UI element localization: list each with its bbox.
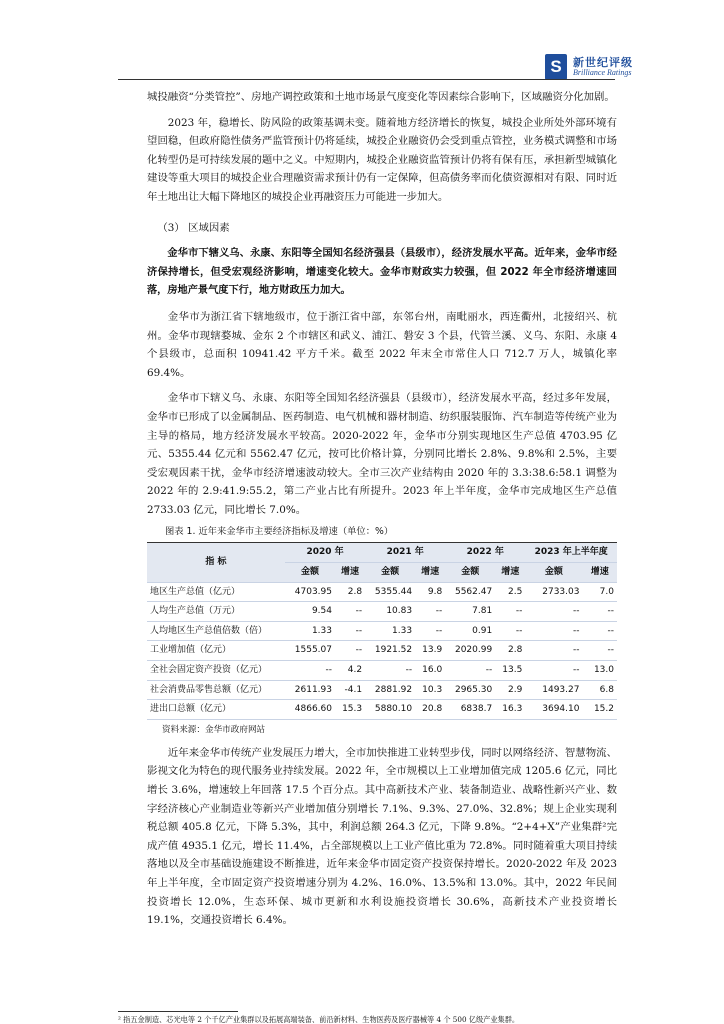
- logo-mark: S: [545, 54, 567, 80]
- table-cell: --: [582, 621, 617, 641]
- table-cell: --: [415, 602, 445, 622]
- table-cell: 15.3: [335, 700, 365, 720]
- table-cell: 15.2: [582, 700, 617, 720]
- table-cell: 1555.07: [285, 641, 335, 661]
- table-cell: --: [582, 602, 617, 622]
- table-cell: 10.83: [365, 602, 415, 622]
- economic-indicators-table: [147, 542, 617, 719]
- table-cell: 0.91: [445, 621, 495, 641]
- row-label: 地区生产总值（亿元）: [147, 582, 285, 602]
- table-cell: 6838.7: [445, 700, 495, 720]
- table-cell: 9.54: [285, 602, 335, 622]
- table-row: [147, 582, 617, 602]
- table-cell: 3694.10: [525, 700, 582, 720]
- table-cell: 1921.52: [365, 641, 415, 661]
- section-heading: （3） 区域因素: [157, 221, 230, 234]
- header-rule: [118, 79, 615, 80]
- table-cell: 4.2: [335, 661, 365, 681]
- page-body: [147, 88, 617, 930]
- table-cell: --: [525, 621, 582, 641]
- growth-header: 增速: [335, 563, 365, 583]
- amount-header: 金额: [445, 563, 495, 583]
- paragraph: 城投融资“分类管控”、房地产调控政策和土地市场景气度变化等因素综合影响下，区域融资分化加剧。: [147, 91, 615, 103]
- table-cell: --: [335, 621, 365, 641]
- amount-header: 金额: [285, 563, 335, 583]
- table-cell: 5880.10: [365, 700, 415, 720]
- table-row: [147, 621, 617, 641]
- table-source: 资料来源：金华市政府网站: [162, 724, 266, 735]
- table-cell: 16.3: [495, 700, 525, 720]
- table-cell: --: [335, 641, 365, 661]
- table-cell: 16.0: [415, 661, 445, 681]
- table-cell: --: [525, 641, 582, 661]
- row-label: 进出口总额（亿元）: [147, 700, 285, 720]
- paragraph: 近年来金华市传统产业发展压力增大，全市加快推进工业转型步伐，同时以网络经济、智慧物流、影视文化为特色的现代服务业持续发展。2022 年，全市规模以上工业增加值完成 1205.6 亿元，同比增长 3.6%，增速较上年回落 17.5 个百分点。其中高新技术产业、装备制造业、战略性新兴产业、数字经济核心产业制造业等新兴产业增加值分别增长 7.1%、9.3%、27.0%、32.8%；规上企业实现利税总额 405.8 亿元，下降 5.3%，其中，利润总额 264.3 亿元，下降 9.8%。“2+4+X”产业集群²完成产值 4935.1 亿元，增长 11.4%，占全部规模以上工业产值比重为 72.8%。同时随着重大项目持续落地以及全市基础设施建设不断推进，近年来金华市固定资产投资保持增长。2020-2022 年及 2023 年上半年度，全市固定资产投资增速分别为 4.2%、16.0%、13.5%和 13.0%。其中，2022 年民间投资增长 12.0%，生态环保、城市更新和水利设施投资增长 30.6%，高新技术产业投资增长 19.1%，交通投资增长 6.4%。: [147, 746, 617, 927]
- table-cell: 10.3: [415, 680, 445, 700]
- year-header: 2023 年上半年度: [525, 543, 617, 563]
- table-row: [147, 602, 617, 622]
- table-cell: 2020.99: [445, 641, 495, 661]
- table-cell: 2.8: [495, 641, 525, 661]
- amount-header: 金额: [365, 563, 415, 583]
- growth-header: 增速: [495, 563, 525, 583]
- table-cell: 5562.47: [445, 582, 495, 602]
- table-cell: --: [495, 602, 525, 622]
- table-cell: 4866.60: [285, 700, 335, 720]
- table-cell: 2.8: [335, 582, 365, 602]
- table-cell: --: [365, 661, 415, 681]
- paragraph: 2023 年，稳增长、防风险的政策基调未变。随着地方经济增长的恢复，城投企业所处外部环境有望回稳，但政府隐性债务严监管预计仍将延续，城投企业融资仍会受到重点管控，业务模式调整和市场化转型仍是可持续发展的题中之义。中短期内，城投企业融资监管预计仍将有保有压，承担新型城镇化建设等重大项目的城投企业合理融资需求预计仍有一定保障，但高债务率而化债资源相对有限、同时近年土地出让大幅下降地区的城投企业再融资压力可能进一步加大。: [147, 116, 617, 203]
- table-cell: 2.5: [495, 582, 525, 602]
- summary-paragraph: 金华市下辖义乌、永康、东阳等全国知名经济强县（县级市），经济发展水平高。近年来，金华市经济保持增长，但受宏观经济影响，增速变化较大。金华市财政实力较强，但 2022 年全市经济增速回落，房地产景气度下行，地方财政压力加大。: [147, 248, 617, 297]
- table-cell: 1493.27: [525, 680, 582, 700]
- year-header: 2021 年: [365, 543, 445, 563]
- table-cell: -4.1: [335, 680, 365, 700]
- metric-header: 指 标: [147, 543, 285, 582]
- table-cell: 4703.95: [285, 582, 335, 602]
- table-cell: 1.33: [285, 621, 335, 641]
- table-row: [147, 641, 617, 661]
- table-cell: 5355.44: [365, 582, 415, 602]
- table-cell: --: [525, 602, 582, 622]
- logo-en-text: Brilliance Ratings: [573, 67, 632, 77]
- row-label: 人均地区生产总值倍数（倍）: [147, 621, 285, 641]
- table-cell: 7.81: [445, 602, 495, 622]
- table-cell: --: [525, 661, 582, 681]
- footnote: ² 指五金制造、芯光电等 2 个千亿产业集群以及拓展高端装备、前沿新材料、生物医药及医疗器械等 4 个 500 亿级产业集群。: [118, 1015, 520, 1024]
- paragraph: 金华市为浙江省下辖地级市，位于浙江省中部，东邻台州，南毗丽水，西连衢州，北接绍兴、杭州。金华市现辖婺城、金东 2 个市辖区和武义、浦江、磐安 3 个县，代管兰溪、义乌、东阳、永康 4 个县级市，总面积 10941.42 平方千米。截至 2022 年末全市常住人口 712.7 万人，城镇化率 69.4%。: [147, 310, 617, 379]
- table-cell: --: [335, 602, 365, 622]
- table-cell: 7.0: [582, 582, 617, 602]
- table-cell: 2.9: [495, 680, 525, 700]
- row-label: 工业增加值（亿元）: [147, 641, 285, 661]
- growth-header: 增速: [415, 563, 445, 583]
- table-cell: 2611.93: [285, 680, 335, 700]
- paragraph: 金华市下辖义乌、永康、东阳等全国知名经济强县（县级市），经济发展水平高，经过多年发展，金华市已形成了以金属制品、医药制造、电气机械和器材制造、纺织服装服饰、汽车制造等传统产业为主导的格局，地方经济发展水平较高。2020-2022 年，金华市分别实现地区生产总值 4703.95 亿元、5355.44 亿元和 5562.47 亿元，按可比价格计算，分别同比增长 2.8%、9.8%和 2.5%，主要受宏观因素干扰，金华市经济增速波动较大。全市三次产业结构由 2020 年的 3.3:38.6:58.1 调整为 2022 年的 2.9:41.9:55.2，第二产业占比有所提升。2023 年上半年度，金华市完成地区生产总值 2733.03 亿元，同比增长 7.0%。: [147, 392, 617, 516]
- table-cell: --: [285, 661, 335, 681]
- table-cell: 13.5: [495, 661, 525, 681]
- table-cell: --: [415, 621, 445, 641]
- year-header: 2020 年: [285, 543, 365, 563]
- footnote-rule: [118, 1011, 238, 1012]
- growth-header: 增速: [582, 563, 617, 583]
- company-logo: [545, 52, 633, 82]
- table-cell: 2733.03: [525, 582, 582, 602]
- table-row: [147, 700, 617, 720]
- row-label: 社会消费品零售总额（亿元）: [147, 680, 285, 700]
- table-cell: 2881.92: [365, 680, 415, 700]
- row-label: 人均生产总值（万元）: [147, 602, 285, 622]
- year-header: 2022 年: [445, 543, 525, 563]
- table-cell: 13.9: [415, 641, 445, 661]
- row-label: 全社会固定资产投资（亿元）: [147, 661, 285, 681]
- table-cell: 6.8: [582, 680, 617, 700]
- table-cell: --: [495, 621, 525, 641]
- table-cell: 1.33: [365, 621, 415, 641]
- table-cell: --: [445, 661, 495, 681]
- table-cell: 9.8: [415, 582, 445, 602]
- table-cell: 20.8: [415, 700, 445, 720]
- table-caption: 图表 1. 近年来金华市主要经济指标及增速（单位：%）: [165, 526, 394, 538]
- table-row: [147, 661, 617, 681]
- table-cell: 2965.30: [445, 680, 495, 700]
- logo-cn-text: 新世纪评级: [573, 56, 633, 70]
- amount-header: 金额: [525, 563, 582, 583]
- table-row: [147, 680, 617, 700]
- table-cell: --: [582, 641, 617, 661]
- table-cell: 13.0: [582, 661, 617, 681]
